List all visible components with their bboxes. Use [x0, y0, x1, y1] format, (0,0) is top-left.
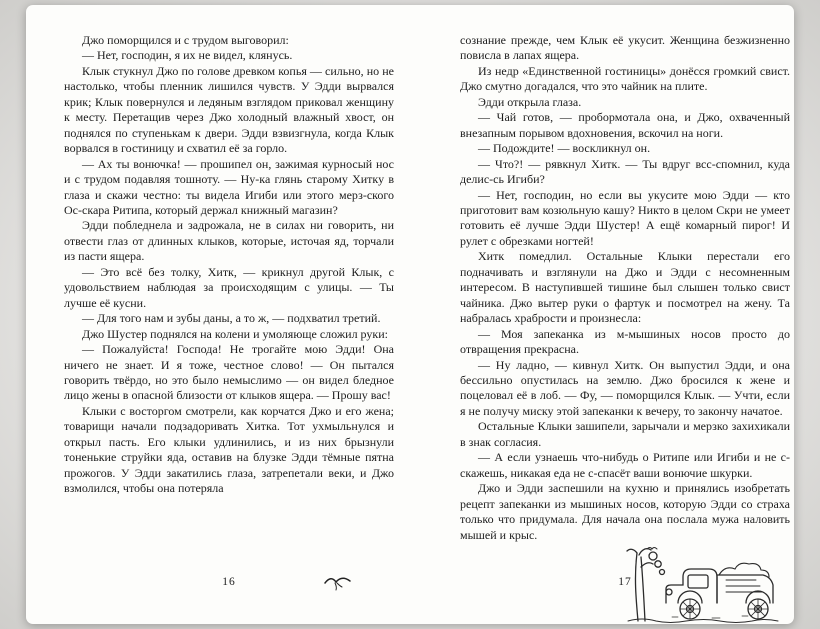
- paragraph: — Чай готов, — пробормотала она, и Джо, охваченный внезапным порывом вдохновения, вскочил на ноги.: [460, 110, 790, 140]
- paragraph: — Нет, господин, но если вы укусите мою Эдди — кто приготовит вам козюльную кашу? Никто в целом Скри не умеет готовить её лучше Эдди Шустер! А ещё комарный пирог! И рулет с обрезками ногтей!: [460, 187, 790, 248]
- page-right: [460, 33, 790, 543]
- truck-illustration: [622, 545, 794, 624]
- paragraph: — А если узнаешь что-нибудь о Ритипе или Игиби и не с-скажешь, никакая еда не с-спасёт ваши вонючие шкурки.: [460, 450, 790, 480]
- page-left: [64, 33, 394, 497]
- paragraph: — Что?! — рявкнул Хитк. — Ты вдруг всс-спомнил, куда делис-сь Игиби?: [460, 156, 790, 187]
- paragraph: — Подождите! — воскликнул он.: [478, 141, 651, 156]
- bird-illustration: [323, 573, 353, 598]
- paragraph: Из недр «Единственной гостиницы» донёсся громкий свист. Джо смутно догадался, что это чайник на плите.: [460, 63, 790, 94]
- paragraph: Эдди побледнела и задрожала, не в силах ни говорить, ни отвести глаз от длинных клыков, которые, источая яд, торчали из пасти ящера.: [64, 218, 394, 264]
- page-text-right: [460, 33, 790, 543]
- paragraph: — Это всё без толку, Хитк, — крикнул другой Клык, с удовольствием наблюдая за происходящим с улицы. — Ты лучше её кусни.: [64, 264, 394, 310]
- paragraph: Клык стукнул Джо по голове древком копья — сильно, но не настолько, чтобы пленник лишился чувств. У Эдди вырвался крик; Клык повернулся и ледяным взглядом приковал женщину к месту. Перетащив через Джо холодный влажный хвост, он поднялся по ступенькам к двери. Эдди взвизгнула, когда Клык ворвался в гостиницу и схватил её за горло.: [64, 63, 394, 156]
- page-number-left: 16: [222, 576, 236, 588]
- paragraph: Хитк помедлил. Остальные Клыки перестали его подначивать и взглянули на Джо и Эдди с несомненным интересом. В наступившей тишине был слышен только свист чайника. Джо вытер руки о фартук и посмотрел на жену. Та набралась храбрости и произнесла:: [460, 249, 790, 326]
- paragraph: — Ну ладно, — кивнул Хитк. Он выпустил Эдди, и она бессильно опустилась на землю. Джо бросился к жене и поцеловал её в лоб. — Фу, — поморщился Клык. — Учти, если я не получу миску этой запеканки к вечеру, то закончу начатое.: [460, 357, 790, 418]
- paragraph: Клыки с восторгом смотрели, как корчатся Джо и его жена; товарищи начали подзадоривать Хитка. Тот ухмыльнулся и открыл пасть. Его клыки удлинились, и из них брызнули тоненькие струйки яда, оставив на блузке Эдди тёмные пятна прожогов. У Эдди закатились глаза, затрепетали веки, и Джо взмолился, чтобы она потеряла: [64, 403, 394, 496]
- paragraph: — Моя запеканка из м-мышиных носов просто до отвращения прекрасна.: [460, 326, 790, 357]
- book-spread: [26, 5, 794, 624]
- paragraph: — Нет, господин, я их не видел, клянусь.: [82, 48, 293, 63]
- paragraph: — Ах ты вонючка! — прошипел он, зажимая курносый нос и с трудом подавляя тошноту. — Ну-ка глянь старому Хитку в глаза и скажи честно: ты видела Игиби или этого мерз-ского Ос-скара Ритипа, который держал книжный магазин?: [64, 156, 394, 217]
- paragraph: — Для того нам и зубы даны, а то ж, — подхватил третий.: [82, 311, 381, 326]
- paragraph: Джо и Эдди заспешили на кухню и принялись изобретать рецепт запеканки из мышиных носов, которую Эдди со страха только что придумала. Для начала она послала мужа наловить мышей и крыс.: [460, 481, 790, 542]
- page-number-right: 17: [618, 576, 632, 588]
- paragraph: Остальные Клыки зашипели, зарычали и мерзко захихикали в знак согласия.: [460, 419, 790, 449]
- paragraph: — Пожалуйста! Господа! Не трогайте мою Эдди! Она ничего не знает. И я тоже, честное слово! — Он пытался говорить твёрдо, но это было немыслимо — он видел бледное лицо жены в опасной близости от клыков ящера. — Прошу вас!: [64, 342, 394, 403]
- paragraph: Джо Шустер поднялся на колени и умоляюще сложил руки:: [82, 326, 388, 341]
- paragraph: сознание прежде, чем Клык её укусит. Женщина безжизненно повисла в лапах ящера.: [460, 33, 790, 63]
- paragraph: Эдди открыла глаза.: [478, 94, 582, 109]
- page-text-left: [64, 33, 394, 497]
- paragraph: Джо поморщился и с трудом выговорил:: [82, 33, 289, 47]
